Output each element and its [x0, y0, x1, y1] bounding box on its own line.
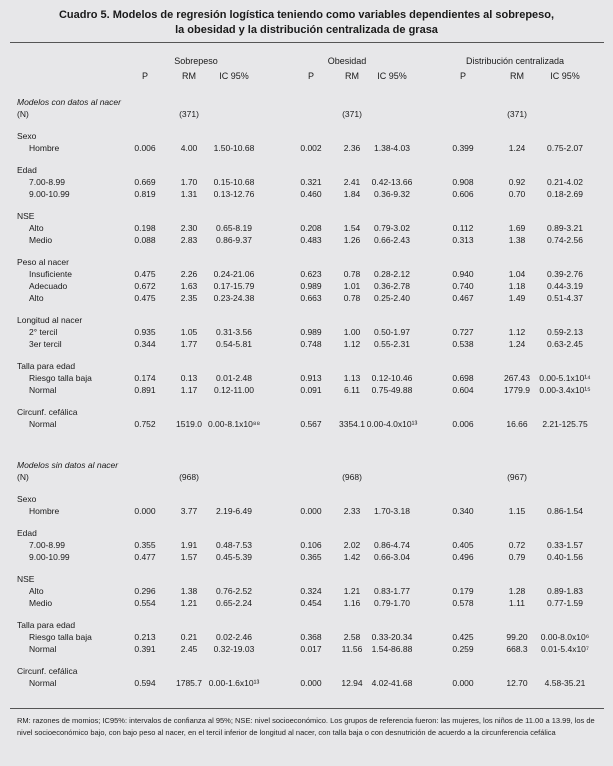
table-cell: 0.989 — [300, 281, 322, 291]
table-cell: 1.63 — [180, 281, 198, 291]
table-cell: 1.77 — [180, 339, 198, 349]
table-cell: 0.368 — [300, 632, 322, 642]
table-cell: 0.83-1.77 — [374, 586, 410, 596]
table-cell: 0.00-8.1x10⁸⁸ — [207, 419, 261, 429]
table-cell: 2.02 — [343, 540, 361, 550]
table-cell: 1.17 — [180, 385, 198, 395]
row-label: 3er tercil — [29, 339, 62, 349]
table-cell: 0.18-2.69 — [547, 189, 583, 199]
table-cell: 0.28-2.12 — [374, 269, 410, 279]
table-cell: 0.78 — [343, 293, 361, 303]
column-header: RM — [510, 71, 524, 81]
table-cell: 1.54-86.88 — [371, 644, 413, 654]
table-cell: 0.78 — [343, 269, 361, 279]
table-cell: 0.208 — [300, 223, 322, 233]
table-cell: 1.91 — [180, 540, 198, 550]
table-cell: 2.58 — [343, 632, 361, 642]
group-header: Sobrepeso — [174, 56, 218, 66]
table-cell: 1.50-10.68 — [213, 143, 255, 153]
table-cell: 2.21-125.75 — [542, 419, 588, 429]
section-label: Circunf. cefálica — [17, 407, 78, 417]
table-cell: 1.15 — [508, 506, 526, 516]
table-cell: 0.259 — [452, 644, 474, 654]
table-cell: 0.50-1.97 — [374, 327, 410, 337]
row-label: 7.00-8.99 — [29, 177, 65, 187]
table-cell: 0.554 — [134, 598, 156, 608]
table-cell: 0.538 — [452, 339, 474, 349]
table-cell: 0.355 — [134, 540, 156, 550]
table-cell: 0.63-2.45 — [547, 339, 583, 349]
table-cell: 0.017 — [300, 644, 322, 654]
table-cell: 0.088 — [134, 235, 156, 245]
table-cell: 0.12-10.46 — [371, 373, 413, 383]
row-label: Insuficiente — [29, 269, 72, 279]
column-header: P — [307, 71, 315, 81]
table-cell: 0.698 — [452, 373, 474, 383]
table-cell: 0.66-3.04 — [374, 552, 410, 562]
table-cell: 1.24 — [508, 143, 526, 153]
table-cell: 0.819 — [134, 189, 156, 199]
table-cell: 0.000 — [134, 506, 156, 516]
table-cell: 1.11 — [509, 598, 525, 608]
table-title — [0, 8, 613, 38]
table-cell: 4.00 — [180, 143, 198, 153]
table-cell: 0.33-1.57 — [547, 540, 583, 550]
table-cell: 12.94 — [341, 678, 363, 688]
table-cell: 0.13 — [180, 373, 198, 383]
table-cell: 0.86-1.54 — [547, 506, 583, 516]
model-label: Modelos con datos al nacer — [17, 97, 121, 107]
table-cell: 0.106 — [300, 540, 322, 550]
table-cell: 0.174 — [134, 373, 156, 383]
column-header: IC 95% — [377, 71, 407, 81]
table-cell: 1.18 — [508, 281, 526, 291]
table-cell: 1.26 — [343, 235, 361, 245]
table-cell: 0.79-1.70 — [374, 598, 410, 608]
table-cell: 1.04 — [508, 269, 526, 279]
title-line-2: la obesidad y la distribución centralizada de grasa — [175, 24, 438, 36]
table-cell: 0.32-19.03 — [213, 644, 255, 654]
table-cell: 0.89-3.21 — [547, 223, 583, 233]
row-label: Normal — [29, 419, 57, 429]
table-cell: 0.25-2.40 — [374, 293, 410, 303]
table-cell: 1.38 — [508, 235, 526, 245]
table-cell: 0.75-2.07 — [547, 143, 583, 153]
table-cell: 0.86-4.74 — [374, 540, 410, 550]
table-cell: 0.179 — [452, 586, 474, 596]
table-cell: 0.66-2.43 — [374, 235, 410, 245]
table-cell: 1.49 — [508, 293, 526, 303]
table-cell: 0.891 — [134, 385, 156, 395]
n-value: (371) — [507, 109, 527, 119]
table-cell: 0.000 — [300, 678, 322, 688]
table-cell: 4.02-41.68 — [371, 678, 413, 688]
row-label: 9.00-10.99 — [29, 552, 70, 562]
table-cell: 0.55-2.31 — [374, 339, 410, 349]
table-cell: 0.000 — [300, 506, 322, 516]
row-label: 7.00-8.99 — [29, 540, 65, 550]
model-label: Modelos sin datos al nacer — [17, 460, 119, 470]
table-cell: 0.313 — [452, 235, 474, 245]
table-cell: 1.21 — [343, 586, 361, 596]
table-cell: 0.324 — [300, 586, 322, 596]
section-label: Sexo — [17, 494, 37, 504]
table-cell: 1.24 — [508, 339, 526, 349]
row-label: Normal — [29, 678, 57, 688]
n-value: (371) — [342, 109, 362, 119]
table-cell: 1.38 — [180, 586, 198, 596]
table-cell: 16.66 — [506, 419, 528, 429]
table-cell: 0.79 — [508, 552, 526, 562]
row-label: 9.00-10.99 — [29, 189, 70, 199]
title-line-1: Cuadro 5. Modelos de regresión logística teniendo como variables dependientes al sobrepeso, — [58, 9, 555, 21]
table-cell: 0.44-3.19 — [547, 281, 583, 291]
table-cell: 1.31 — [180, 189, 198, 199]
table-cell: 0.112 — [452, 223, 474, 233]
section-label: Edad — [17, 165, 37, 175]
table-cell: 0.74-2.56 — [547, 235, 583, 245]
table-cell: 1.54 — [343, 223, 361, 233]
table-cell: 2.35 — [180, 293, 198, 303]
n-label: (N) — [17, 109, 29, 119]
table-cell: 0.606 — [452, 189, 474, 199]
column-header: RM — [345, 71, 359, 81]
table-cell: 2.30 — [180, 223, 198, 233]
table-cell: 0.15-10.68 — [213, 177, 255, 187]
column-header: P — [459, 71, 467, 81]
table-cell: 0.17-15.79 — [213, 281, 255, 291]
table-cell: 0.48-7.53 — [216, 540, 252, 550]
table-cell: 0.86-9.37 — [216, 235, 252, 245]
table-cell: 0.006 — [452, 419, 474, 429]
table-cell: 0.460 — [300, 189, 322, 199]
table-cell: 0.36-9.32 — [374, 189, 410, 199]
table-cell: 668.3 — [506, 644, 528, 654]
table-cell: 0.00-3.4x10¹⁵ — [539, 385, 591, 395]
table-cell: 0.13-12.76 — [213, 189, 255, 199]
table-cell: 0.59-2.13 — [547, 327, 583, 337]
table-cell: 0.42-13.66 — [371, 177, 413, 187]
table-cell: 2.19-6.49 — [216, 506, 252, 516]
table-cell: 2.41 — [343, 177, 361, 187]
table-cell: 0.483 — [300, 235, 322, 245]
column-header: IC 95% — [219, 71, 249, 81]
table-cell: 2.45 — [180, 644, 198, 654]
row-label: Alto — [29, 586, 44, 596]
table-cell: 0.31-3.56 — [216, 327, 252, 337]
table-cell: 1.01 — [343, 281, 361, 291]
n-value: (968) — [179, 472, 199, 482]
table-cell: 1.21 — [180, 598, 198, 608]
table-cell: 1.16 — [343, 598, 361, 608]
table-cell: 3354.1 — [339, 419, 365, 429]
table-cell: 12.70 — [506, 678, 528, 688]
table-cell: 1.05 — [180, 327, 198, 337]
row-label: 2° tercil — [29, 327, 58, 337]
table-cell: 2.26 — [180, 269, 198, 279]
table-cell: 0.006 — [134, 143, 156, 153]
group-header: Obesidad — [327, 56, 367, 66]
n-value: (371) — [179, 109, 199, 119]
table-cell: 1.57 — [180, 552, 198, 562]
table-cell: 0.00-8.0x10⁶ — [540, 632, 590, 642]
table-cell: 1.28 — [508, 586, 526, 596]
table-cell: 0.752 — [134, 419, 156, 429]
table-cell: 1.38-4.03 — [374, 143, 410, 153]
table-cell: 0.01-2.48 — [216, 373, 252, 383]
row-label: Medio — [29, 598, 53, 608]
table-cell: 1785.7 — [176, 678, 202, 688]
table-cell: 0.89-1.83 — [547, 586, 583, 596]
table-cell: 2.83 — [180, 235, 198, 245]
top-rule — [10, 42, 604, 43]
section-label: Talla para edad — [17, 620, 76, 630]
table-cell: 0.21 — [180, 632, 198, 642]
table-cell: 0.321 — [300, 177, 322, 187]
column-header: RM — [182, 71, 196, 81]
table-cell: 0.940 — [452, 269, 474, 279]
row-label: Alto — [29, 223, 44, 233]
table-cell: 0.496 — [452, 552, 474, 562]
group-header: Distribución centralizada — [465, 56, 565, 66]
table-cell: 0.65-2.24 — [216, 598, 252, 608]
table-cell: 1.12 — [508, 327, 526, 337]
table-cell: 0.913 — [300, 373, 322, 383]
table-cell: 0.51-4.37 — [547, 293, 583, 303]
row-label: Hombre — [29, 506, 60, 516]
table-cell: 0.00-1.6x10¹³ — [208, 678, 260, 688]
column-header: P — [141, 71, 149, 81]
table-cell: 0.75-49.88 — [371, 385, 413, 395]
table-cell: 0.989 — [300, 327, 322, 337]
table-cell: 267.43 — [504, 373, 530, 383]
row-label: Normal — [29, 644, 57, 654]
table-cell: 1.13 — [343, 373, 361, 383]
table-cell: 0.091 — [300, 385, 322, 395]
row-label: Hombre — [29, 143, 60, 153]
table-cell: 1779.9 — [504, 385, 530, 395]
table-cell: 0.92 — [508, 177, 526, 187]
table-cell: 0.567 — [300, 419, 322, 429]
table-cell: 0.02-2.46 — [216, 632, 252, 642]
table-cell: 0.65-8.19 — [216, 223, 252, 233]
table-cell: 1.70 — [180, 177, 198, 187]
table-cell: 4.58-35.21 — [544, 678, 586, 688]
table-cell: 0.594 — [134, 678, 156, 688]
table-cell: 0.54-5.81 — [216, 339, 252, 349]
table-cell: 0.467 — [452, 293, 474, 303]
table-cell: 0.40-1.56 — [547, 552, 583, 562]
table-cell: 0.00-4.0x10¹³ — [366, 419, 418, 429]
column-header: IC 95% — [550, 71, 580, 81]
table-cell: 0.672 — [134, 281, 156, 291]
table-cell: 3.77 — [180, 506, 198, 516]
table-cell: 0.198 — [134, 223, 156, 233]
table-cell: 0.454 — [300, 598, 322, 608]
table-cell: 0.748 — [300, 339, 322, 349]
table-cell: 0.23-24.38 — [213, 293, 255, 303]
n-value: (968) — [342, 472, 362, 482]
table-cell: 0.00-5.1x10¹⁴ — [539, 373, 591, 383]
row-label: Adecuado — [29, 281, 68, 291]
table-cell: 0.000 — [452, 678, 474, 688]
table-cell: 0.391 — [134, 644, 156, 654]
table-cell: 1.70-3.18 — [374, 506, 410, 516]
table-cell: 0.727 — [452, 327, 474, 337]
table-cell: 0.213 — [134, 632, 156, 642]
table-cell: 0.79-3.02 — [374, 223, 410, 233]
table-cell: 0.740 — [452, 281, 474, 291]
n-value: (967) — [507, 472, 527, 482]
section-label: Talla para edad — [17, 361, 76, 371]
table-cell: 1.12 — [343, 339, 361, 349]
table-cell: 0.39-2.76 — [547, 269, 583, 279]
table-cell: 0.399 — [452, 143, 474, 153]
section-label: Circunf. cefálica — [17, 666, 78, 676]
table-cell: 1.69 — [508, 223, 526, 233]
table-cell: 0.604 — [452, 385, 474, 395]
row-label: Riesgo talla baja — [29, 632, 92, 642]
row-label: Riesgo talla baja — [29, 373, 92, 383]
table-cell: 0.475 — [134, 269, 156, 279]
table-cell: 0.21-4.02 — [547, 177, 583, 187]
table-cell: 1.42 — [343, 552, 361, 562]
table-cell: 0.425 — [452, 632, 474, 642]
table-cell: 11.56 — [341, 644, 363, 654]
table-cell: 0.76-2.52 — [216, 586, 252, 596]
n-label: (N) — [17, 472, 29, 482]
table-cell: 0.70 — [508, 189, 526, 199]
table-cell: 2.36 — [343, 143, 361, 153]
table-cell: 0.669 — [134, 177, 156, 187]
table-cell: 0.344 — [134, 339, 156, 349]
row-label: Medio — [29, 235, 53, 245]
table-cell: 0.24-21.06 — [213, 269, 255, 279]
table-cell: 0.365 — [300, 552, 322, 562]
table-cell: 0.935 — [134, 327, 156, 337]
table-cell: 0.475 — [134, 293, 156, 303]
row-label: Alto — [29, 293, 44, 303]
section-label: Edad — [17, 528, 37, 538]
table-cell: 0.908 — [452, 177, 474, 187]
table-cell: 0.340 — [452, 506, 474, 516]
table-cell: 99.20 — [506, 632, 528, 642]
table-cell: 0.36-2.78 — [374, 281, 410, 291]
table-cell: 0.477 — [134, 552, 156, 562]
table-cell: 0.72 — [508, 540, 526, 550]
table-cell: 0.663 — [300, 293, 322, 303]
row-label: Normal — [29, 385, 57, 395]
table-cell: 0.578 — [452, 598, 474, 608]
section-label: Longitud al nacer — [17, 315, 83, 325]
table-cell: 0.002 — [300, 143, 322, 153]
table-cell: 0.405 — [452, 540, 474, 550]
table-cell: 6.11 — [344, 385, 360, 395]
table-cell: 0.623 — [300, 269, 322, 279]
footnote: RM: razones de momios; IC95%: intervalos de confianza al 95%; NSE: nivel socioeconómico. Los grupos de referencia fueron: las mujeres, los niños de 11.00 a 13.99, los de nivel socioeconómico bajo, con bajo peso al nacer, en el tercil inferior de longitud al nacer, con talla baja o con desnutrición de acuerdo a la circunferencia cefálica — [17, 716, 595, 737]
table-cell: 1519.0 — [176, 419, 202, 429]
table-cell: 0.45-5.39 — [216, 552, 252, 562]
bottom-rule — [10, 708, 604, 709]
section-label: NSE — [17, 211, 35, 221]
section-label: Sexo — [17, 131, 37, 141]
section-label: Peso al nacer — [17, 257, 69, 267]
table-cell: 1.00 — [343, 327, 361, 337]
section-label: NSE — [17, 574, 35, 584]
table-cell: 0.33-20.34 — [371, 632, 413, 642]
table-cell: 0.77-1.59 — [547, 598, 583, 608]
table-cell: 1.84 — [343, 189, 361, 199]
table-cell: 2.33 — [343, 506, 361, 516]
table-cell: 0.01-5.4x10⁷ — [541, 644, 589, 654]
table-cell: 0.12-11.00 — [213, 385, 255, 395]
table-cell: 0.296 — [134, 586, 156, 596]
